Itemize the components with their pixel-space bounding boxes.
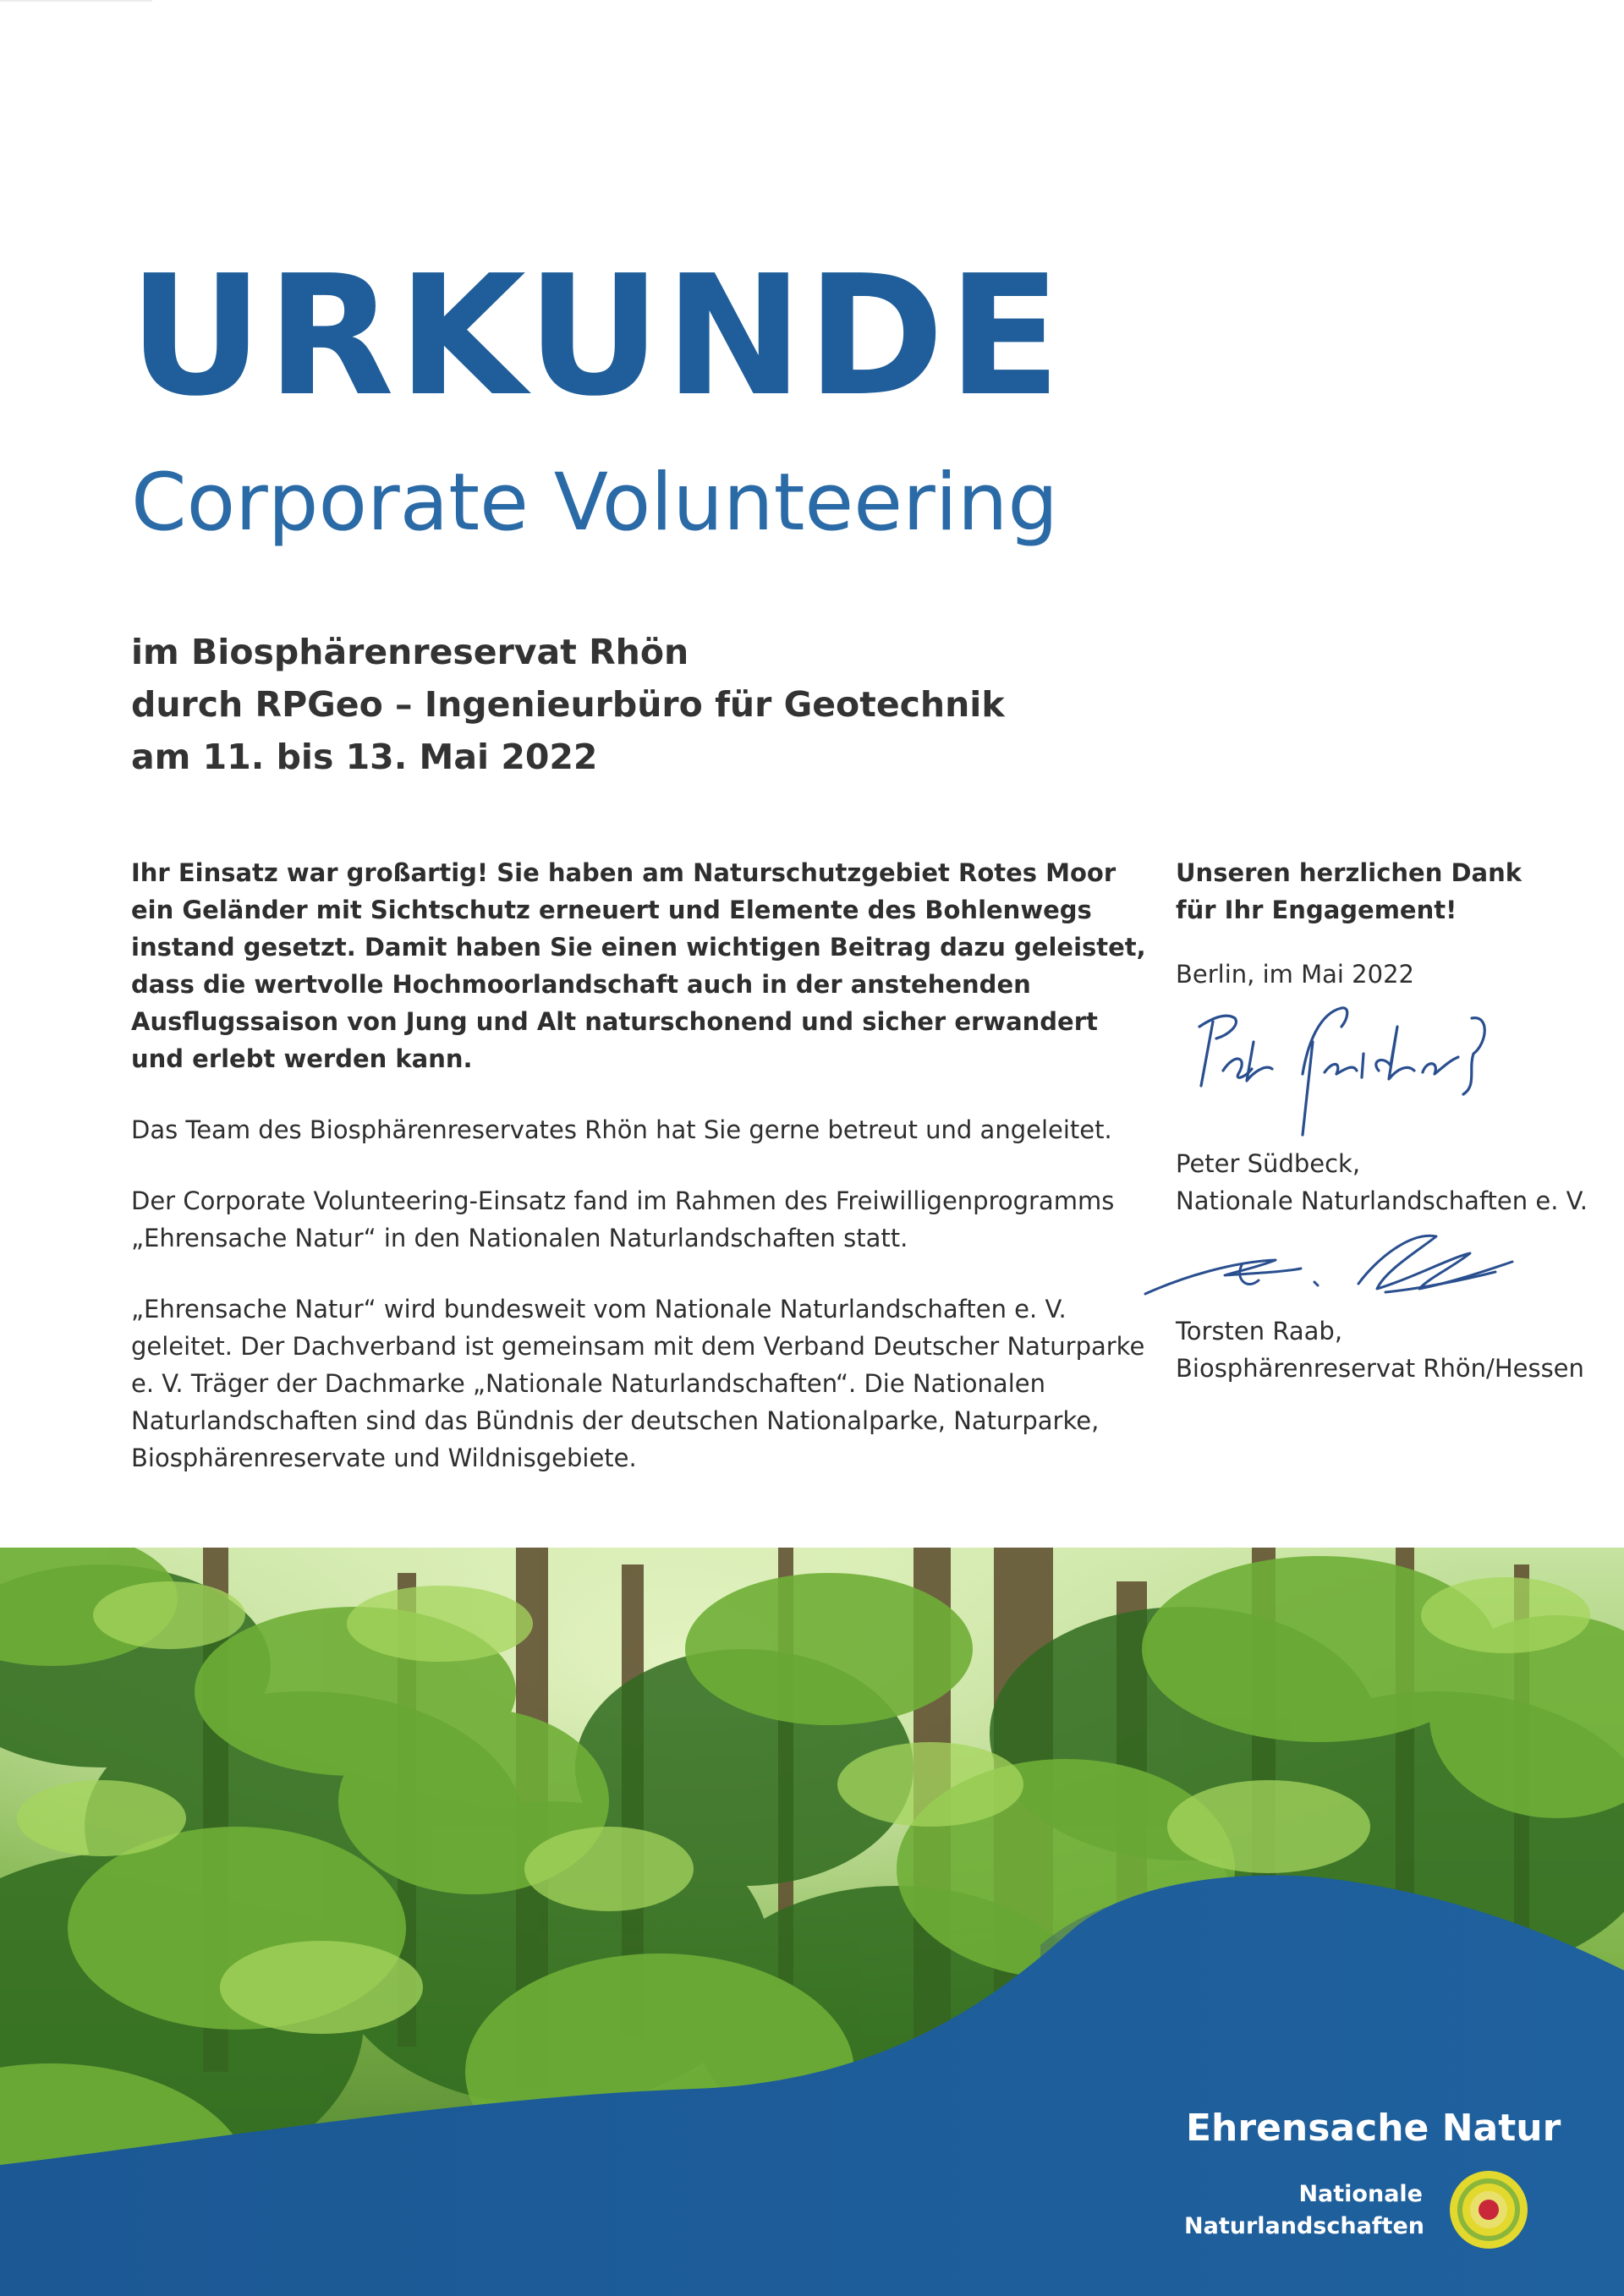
body-lead-paragraph: Ihr Einsatz war großartig! Sie haben am Naturschutzgebiet Rotes Moor ein Geländer mit Sichtschutz erneuert und Elemente des Bohlenwegs instand gesetzt. Damit haben Sie einen wichtigen Beitrag dazu geleistet, dass die wertvolle Hochmoorlandschaft auch in der anstehenden Ausflugssaison von Jung und Alt naturschonend und sicher erwandert und erlebt werden kann. bbox=[131, 858, 1146, 1073]
details-company: durch RPGeo – Ingenieurbüro für Geotechnik bbox=[131, 684, 1005, 725]
signer-2-org: Biosphärenreservat Rhön/Hessen bbox=[1176, 1354, 1584, 1383]
page-title: URKUNDE bbox=[129, 240, 1065, 433]
brand-subline-1: Nationale bbox=[1298, 2181, 1423, 2207]
details-date: am 11. bis 13. Mai 2022 bbox=[131, 737, 598, 777]
thanks-line-1: Unseren herzlichen Dank bbox=[1176, 858, 1522, 887]
signature-column bbox=[1176, 854, 1599, 1387]
thanks-line-2: für Ihr Engagement! bbox=[1176, 896, 1457, 924]
signature-suedbeck bbox=[1176, 993, 1531, 1145]
signer-1-org: Nationale Naturlandschaften e. V. bbox=[1176, 1186, 1588, 1215]
brand-subline-2: Naturlandschaften bbox=[1184, 2213, 1424, 2239]
brand-name: Ehrensache Natur bbox=[1186, 2107, 1561, 2150]
page-subtitle: Corporate Volunteering bbox=[131, 457, 1059, 549]
signer-1-name: Peter Südbeck, bbox=[1176, 1149, 1361, 1178]
signature-raab bbox=[1132, 1219, 1521, 1312]
details-location: im Biosphärenreservat Rhön bbox=[131, 632, 689, 672]
body-paragraph-team: Das Team des Biosphärenreservates Rhön hat Sie gerne betreut und angeleitet. bbox=[131, 1115, 1112, 1144]
signer-2-name: Torsten Raab, bbox=[1176, 1317, 1343, 1345]
place-date: Berlin, im Mai 2022 bbox=[1176, 960, 1414, 989]
naturlandschaften-logo-icon bbox=[1446, 2167, 1531, 2252]
scan-edge-mark bbox=[0, 0, 152, 2]
body-paragraph-association: „Ehrensache Natur“ wird bundesweit vom Nationale Naturlandschaften e. V. geleitet. Der Dachverband ist gemeinsam mit dem Verband Deutscher Naturparke e. V. Träger der Dachmarke „Nationale Naturlandschaften“. Die Nationalen Naturlandschaften sind das Bündnis der deutschen Nationalparke, Naturparke, Biosphärenreservate und Wildnisgebiete. bbox=[131, 1295, 1145, 1472]
event-details bbox=[131, 626, 1315, 783]
body-text bbox=[131, 854, 1146, 1510]
brand-subline bbox=[1184, 2178, 1423, 2243]
body-paragraph-program: Der Corporate Volunteering-Einsatz fand im Rahmen des Freiwilligenprogramms „Ehrensache Natur“ in den Nationalen Naturlandschaften statt. bbox=[131, 1186, 1115, 1252]
